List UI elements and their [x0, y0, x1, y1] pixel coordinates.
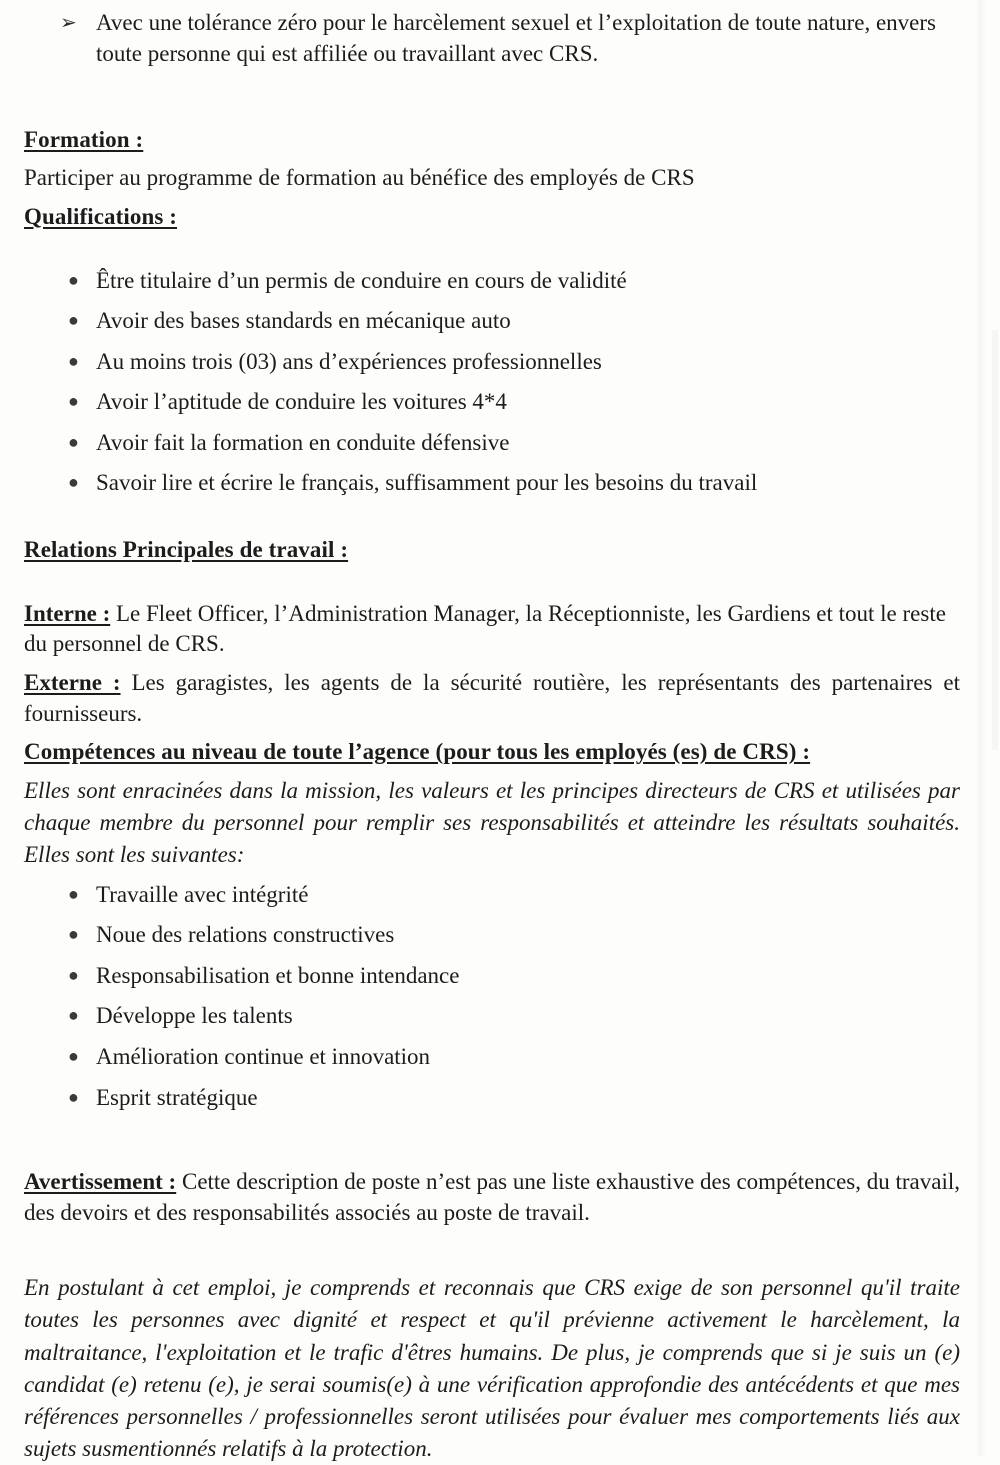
list-item [24, 880, 960, 911]
round-bullet-icon: ● [68, 310, 79, 331]
round-bullet-icon: ● [68, 350, 79, 371]
list-item [24, 961, 960, 992]
competences-list [24, 880, 960, 1113]
list-item-label: Travaille avec intégrité [96, 881, 309, 907]
list-item-label: Développe les talents [96, 1003, 293, 1029]
intro-bullet-list [24, 8, 960, 69]
round-bullet-icon: ● [68, 1005, 79, 1026]
list-item [24, 1001, 960, 1032]
list-item [24, 1042, 960, 1073]
list-item-label: Esprit stratégique [96, 1084, 258, 1110]
list-item [24, 920, 960, 951]
round-bullet-icon: ● [68, 269, 79, 290]
qualifications-heading: Qualifications : [24, 203, 178, 229]
avertissement-label: Avertissement : [24, 1169, 177, 1195]
list-item-label: Être titulaire d’un permis de conduire en cours de validité [96, 267, 627, 293]
competences-heading-line [24, 737, 960, 767]
list-item [24, 428, 960, 459]
round-bullet-icon: ● [68, 1086, 79, 1107]
list-item [24, 347, 960, 378]
relations-heading: Relations Principales de travail : [24, 536, 349, 562]
round-bullet-icon: ● [68, 883, 79, 904]
round-bullet-icon: ● [68, 472, 79, 493]
avertissement-text: Cette description de poste n’est pas une liste exhaustive des compétences, du travail, des devoirs et des responsabilités associés au poste de travail. [24, 1169, 960, 1225]
qualifications-list [24, 266, 960, 499]
list-item-label: Responsabilisation et bonne intendance [96, 962, 460, 988]
list-item [24, 306, 960, 337]
competences-intro: Elles sont enracinées dans la mission, les valeurs et les principes directeurs de CRS et utilisées par chaque membre du personnel pour remplir ses responsabilités et atteindre les résultats souhaités. Elles sont les suivantes: [24, 778, 960, 868]
list-item-label: Avoir l’aptitude de conduire les voitures 4*4 [96, 389, 507, 415]
list-item-label: Avoir fait la formation en conduite défensive [96, 429, 510, 455]
list-item-label: Savoir lire et écrire le français, suffisamment pour les besoins du travail [96, 470, 758, 496]
relations-heading-line [24, 535, 960, 565]
list-item [24, 387, 960, 418]
arrow-bullet-icon: ➢ [60, 12, 77, 34]
relations-interne-paragraph [24, 599, 960, 660]
list-item-label: Amélioration continue et innovation [96, 1043, 431, 1069]
list-item [24, 266, 960, 297]
list-item [24, 8, 960, 69]
round-bullet-icon: ● [68, 924, 79, 945]
round-bullet-icon: ● [68, 431, 79, 452]
round-bullet-icon: ● [68, 964, 79, 985]
formation-heading: Formation : [24, 127, 144, 153]
formation-paragraph: Participer au programme de formation au bénéfice des employés de CRS [24, 165, 695, 191]
qualifications-heading-line [24, 202, 960, 232]
intro-bullet-text: Avec une tolérance zéro pour le harcèlement sexuel et l’exploitation de toute nature, envers toute personne qui est affiliée ou travaillant avec CRS. [96, 10, 936, 66]
list-item-label: Avoir des bases standards en mécanique auto [96, 308, 511, 334]
competences-heading: Compétences au niveau de toute l’agence (pour tous les employés (es) de CRS) : [24, 739, 811, 765]
externe-text: Les garagistes, les agents de la sécurité routière, les représentants des partenaires et fournisseurs. [24, 670, 960, 726]
list-item-label: Au moins trois (03) ans d’expériences professionnelles [96, 348, 602, 374]
interne-label: Interne : [24, 600, 111, 626]
round-bullet-icon: ● [68, 391, 79, 412]
round-bullet-icon: ● [68, 1045, 79, 1066]
interne-text: Le Fleet Officer, l’Administration Manager, la Réceptionniste, les Gardiens et tout le reste du personnel de CRS. [24, 600, 946, 657]
declaration-paragraph: En postulant à cet emploi, je comprends et reconnais que CRS exige de son personnel qu'il traite toutes les personnes avec dignité et respect et qu'il prévienne activement le harcèlement, la maltraitance, l'exploitation et le trafic d'êtres humains. De plus, je comprends que si je suis un (e) candidat (e) retenu (e), je serai soumis(e) à une vérification approfondie des antécédents et que mes références personnelles / professionnelles seront utilisées pour évaluer mes comportements liés aux sujets susmentionnés relatifs à la protection. [24, 1275, 960, 1462]
list-item [24, 1083, 960, 1114]
list-item-label: Noue des relations constructives [96, 922, 395, 948]
relations-externe-paragraph [24, 668, 960, 729]
list-item [24, 468, 960, 499]
formation-heading-line [24, 125, 960, 155]
avertissement-paragraph [24, 1167, 960, 1228]
externe-label: Externe : [24, 670, 121, 696]
